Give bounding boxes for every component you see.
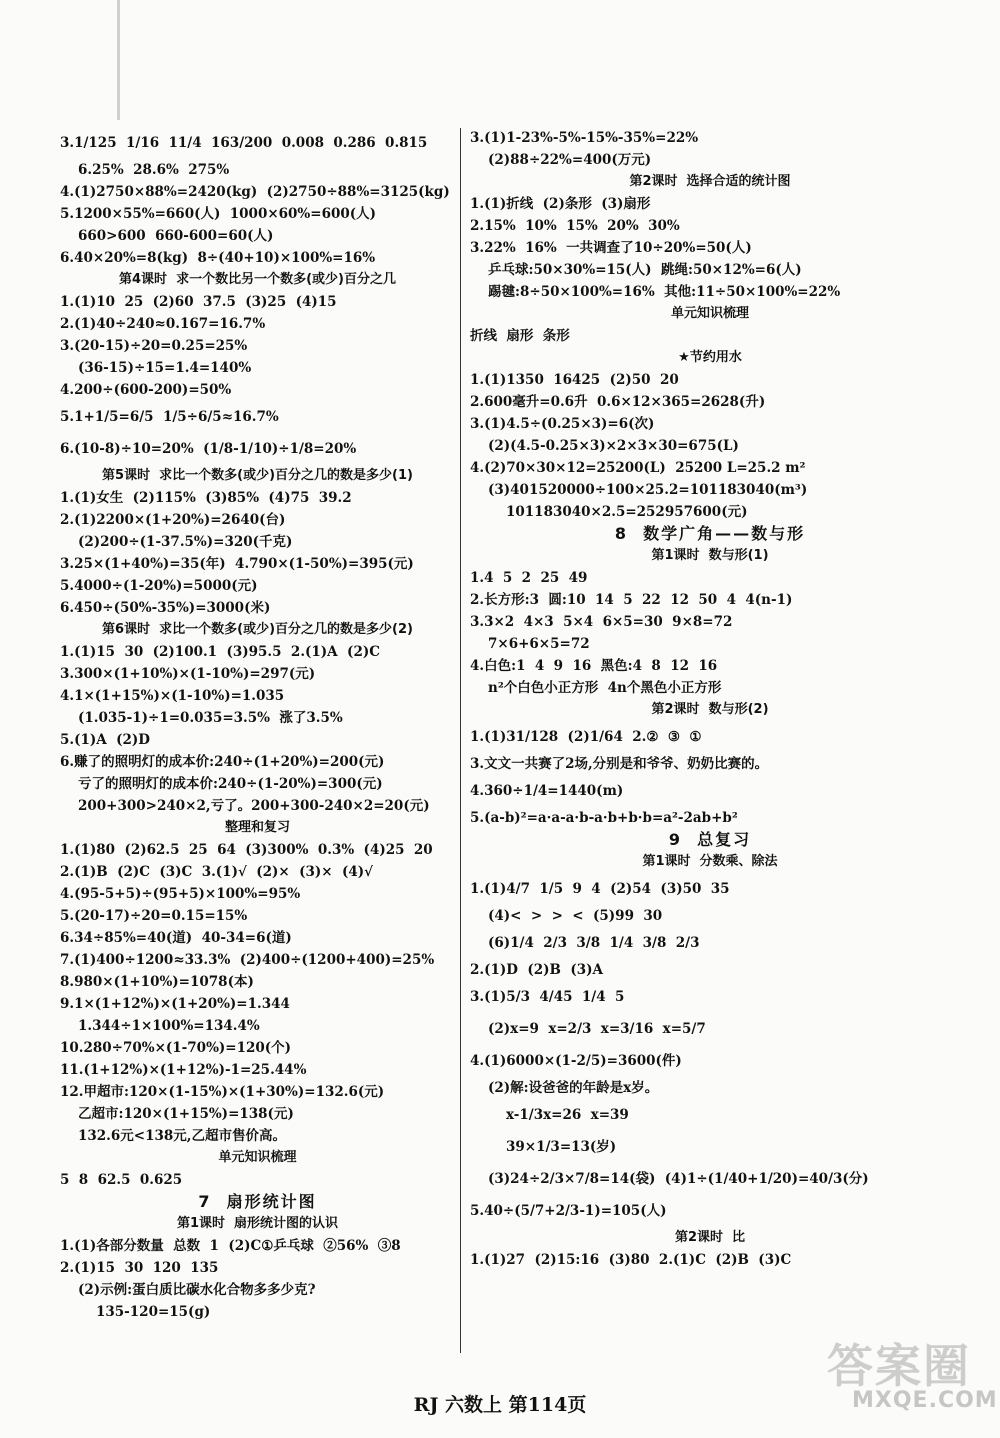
answer-line: 2.600毫升=0.6升 0.6×12×365=2628(升) [470, 394, 766, 410]
answer-line: 7×6+6×5=72 [488, 636, 590, 652]
answer-line: 1.4 5 2 25 49 [470, 570, 588, 586]
answer-line: (4)< > > < (5)99 30 [488, 908, 663, 924]
answer-line: 11.(1+12%)×(1+12%)-1=25.44% [60, 1062, 307, 1078]
answer-line: 5 8 62.5 0.625 [60, 1172, 183, 1188]
section-heading: 第2课时 选择合适的统计图 [629, 174, 791, 189]
watermark-text: 答案圈 [827, 1339, 971, 1393]
answer-line: 1.344÷1×100%=134.4% [78, 1018, 260, 1034]
answer-line: 4.360÷1/4=1440(m) [470, 783, 624, 799]
answer-line: (2)200÷(1-37.5%)=320(千克) [78, 534, 293, 550]
answer-line: 3.(20-15)÷20=0.25=25% [60, 338, 248, 354]
answer-line: 6.450÷(50%-35%)=3000(米) [60, 600, 271, 616]
column-divider [460, 128, 461, 1353]
left-answer-column [60, 128, 455, 1324]
answer-line: (2)88÷22%=400(万元) [488, 152, 652, 168]
answer-line: 1.(1)80 (2)62.5 25 64 (3)300% 0.3% (4)25 20 [60, 842, 433, 858]
answer-line: 4.(1)6000×(1-2/5)=3600(件) [470, 1053, 682, 1069]
answer-line: (6)1/4 2/3 3/8 1/4 3/8 2/3 [488, 935, 700, 951]
answer-line: 3.(1)1-23%-5%-15%-35%=22% [470, 130, 699, 146]
section-heading: 第5课时 求比一个数多(或少)百分之几的数是多少(1) [102, 468, 413, 483]
answer-line: 1.(1)女生 (2)115% (3)85% (4)75 39.2 [60, 490, 352, 506]
section-heading: 单元知识梳理 [218, 1150, 297, 1165]
answer-line: n²个白色小正方形 4n个黑色小正方形 [488, 680, 722, 696]
answer-line: 4.(2)70×30×12=25200(L) 25200 L=25.2 m² [470, 460, 806, 476]
answer-line: 6.40×20%=8(kg) 8÷(40+10)×100%=16% [60, 250, 376, 266]
section-heading: ★节约用水 [678, 350, 742, 365]
answer-line: 3.1/125 1/16 11/4 163/200 0.008 0.286 0.815 [60, 135, 428, 151]
answer-line: 660>600 660-600=60(人) [78, 228, 274, 244]
answer-line: 踢毽:8÷50×100%=16% 其他:11÷50×100%=22% [488, 284, 841, 300]
section-heading: 第2课时 比 [674, 1230, 746, 1245]
answer-line: 5.1+1/5=6/5 1/5÷6/5≈16.7% [60, 409, 279, 425]
answer-line: 12.甲超市:120×(1-15%)×(1+30%)=132.6(元) [60, 1084, 385, 1100]
answer-line: 9.1×(1+12%)×(1+20%)=1.344 [60, 996, 290, 1012]
answer-line: 2.(1)D (2)B (3)A [470, 962, 603, 978]
answer-line: 5.(20-17)÷20=0.15=15% [60, 908, 248, 924]
answer-line: 101183040×2.5=252957600(元) [506, 504, 748, 520]
answer-line: 6.25% 28.6% 275% [78, 162, 230, 178]
answer-line: 7.(1)400÷1200≈33.3% (2)400÷(1200+400)=25% [60, 952, 435, 968]
section-heading: 8 数学广角——数与形 [614, 524, 806, 543]
answer-line: 200+300>240×2,亏了。200+300-240×2=20(元) [78, 798, 430, 814]
answer-line: (2)x=9 x=2/3 x=3/16 x=5/7 [488, 1021, 706, 1037]
answer-line: 6.赚了的照明灯的成本价:240÷(1+20%)=200(元) [60, 754, 385, 770]
section-heading: 第1课时 数与形(1) [651, 548, 769, 563]
answer-line: 1.(1)各部分数量 总数 1 (2)C①乒乓球 ②56% ③8 [60, 1238, 401, 1254]
answer-line: 3.3×2 4×3 5×4 6×5=30 9×8=72 [470, 614, 733, 630]
section-heading: 7 扇形统计图 [198, 1192, 317, 1211]
answer-line: 1.(1)10 25 (2)60 37.5 (3)25 (4)15 [60, 294, 337, 310]
answer-line: (3)24÷2/3×7/8=14(袋) (4)1÷(1/40+1/20)=40/3(分) [488, 1171, 869, 1187]
answer-line: 8.980×(1+10%)=1078(本) [60, 974, 254, 990]
answer-line: (1.035-1)÷1=0.035=3.5% 涨了3.5% [78, 710, 343, 726]
answer-line: 6.34÷85%=40(道) 40-34=6(道) [60, 930, 292, 946]
answer-line: 6.(10-8)÷10=20% (1/8-1/10)÷1/8=20% [60, 441, 357, 457]
section-heading: 第1课时 分数乘、除法 [642, 854, 778, 869]
answer-line: 4.1×(1+15%)×(1-10%)=1.035 [60, 688, 285, 704]
answer-line: 3.300×(1+10%)×(1-10%)=297(元) [60, 666, 316, 682]
answer-line: (3)401520000÷100×25.2=101183040(m³) [488, 482, 808, 498]
watermark-logo [802, 1330, 998, 1430]
section-heading: 第1课时 扇形统计图的认识 [176, 1216, 339, 1231]
answer-line: (2)解:设爸爸的年龄是x岁。 [488, 1080, 659, 1096]
answer-line: (36-15)÷15=1.4=140% [78, 360, 252, 376]
section-heading: 第6课时 求比一个数多(或少)百分之几的数是多少(2) [102, 622, 413, 637]
answer-line: 10.280÷70%×(1-70%)=120(个) [60, 1040, 292, 1056]
answer-line: 5.(a-b)²=a·a-a·b-a·b+b·b=a²-2ab+b² [470, 810, 738, 826]
page-fold-line [117, 0, 120, 120]
answer-line: 3.(1)4.5÷(0.25×3)=6(次) [470, 416, 655, 432]
answer-line: 乙超市:120×(1+15%)=138(元) [78, 1106, 294, 1122]
answer-line: 2.(1)15 30 120 135 [60, 1260, 219, 1276]
answer-line: 乒乓球:50×30%=15(人) 跳绳:50×12%=6(人) [488, 262, 802, 278]
section-heading: 整理和复习 [224, 820, 290, 835]
answer-line: 2.15% 10% 15% 20% 30% [470, 218, 680, 234]
section-heading: 9 总复习 [668, 830, 752, 849]
answer-line: 1.(1)31/128 (2)1/64 2.② ③ ① [470, 729, 702, 745]
answer-line: 1.(1)折线 (2)条形 (3)扇形 [470, 196, 651, 212]
answer-line: 1.(1)27 (2)15:16 (3)80 2.(1)C (2)B (3)C [470, 1252, 792, 1268]
answer-line: 39×1/3=13(岁) [506, 1139, 617, 1155]
answer-line: 5.4000÷(1-20%)=5000(元) [60, 578, 258, 594]
answer-line: 1.(1)4/7 1/5 9 4 (2)54 (3)50 35 [470, 881, 730, 897]
answer-line: 4.(95-5+5)÷(95+5)×100%=95% [60, 886, 301, 902]
section-heading: 第2课时 数与形(2) [651, 702, 769, 717]
answer-line: 5.40÷(5/7+2/3-1)=105(人) [470, 1203, 667, 1219]
answer-line: 折线 扇形 条形 [470, 328, 570, 344]
section-heading: 单元知识梳理 [670, 306, 749, 321]
section-heading: 第4课时 求一个数比另一个数多(或少)百分之几 [119, 272, 396, 287]
answer-line: 4.(1)2750×88%=2420(kg) (2)2750÷88%=3125(kg) [60, 184, 450, 200]
answer-line: 2.(1)40÷240≈0.167=16.7% [60, 316, 266, 332]
answer-line: 2.(1)2200×(1+20%)=2640(台) [60, 512, 286, 528]
right-answer-column [470, 128, 950, 1272]
answer-line: 2.长方形:3 圆:10 14 5 22 12 50 4 4(n-1) [470, 592, 793, 608]
answer-line: (2)(4.5-0.25×3)×2×3×30=675(L) [488, 438, 739, 454]
answer-line: (2)示例:蛋白质比碳水化合物多多少克? [78, 1282, 316, 1298]
answer-line: 4.200÷(600-200)=50% [60, 382, 232, 398]
answer-line: 132.6元<138元,乙超市售价高。 [78, 1128, 286, 1144]
answer-line: 5.1200×55%=660(人) 1000×60%=600(人) [60, 206, 377, 222]
watermark-url: MXQE.COM [852, 1388, 998, 1413]
page-footer: RJ 六数上 第114页 [413, 1394, 587, 1416]
answer-line: x-1/3x=26 x=39 [506, 1107, 629, 1123]
answer-line: 3.文文一共赛了2场,分别是和爷爷、奶奶比赛的。 [470, 756, 769, 772]
answer-line: 4.白色:1 4 9 16 黑色:4 8 12 16 [470, 658, 718, 674]
answer-line: 2.(1)B (2)C (3)C 3.(1)√ (2)× (3)× (4)√ [60, 864, 374, 880]
answer-line: 1.(1)1350 16425 (2)50 20 [470, 372, 679, 388]
answer-line: 135-120=15(g) [96, 1304, 211, 1320]
answer-line: 5.(1)A (2)D [60, 732, 151, 748]
answer-line: 亏了的照明灯的成本价:240÷(1-20%)=300(元) [78, 776, 383, 792]
answer-line: 3.22% 16% 一共调查了10÷20%=50(人) [470, 240, 752, 256]
answer-line: 1.(1)15 30 (2)100.1 (3)95.5 2.(1)A (2)C [60, 644, 380, 660]
answer-line: 3.25×(1+40%)=35(年) 4.790×(1-50%)=395(元) [60, 556, 414, 572]
answer-line: 3.(1)5/3 4/45 1/4 5 [470, 989, 625, 1005]
